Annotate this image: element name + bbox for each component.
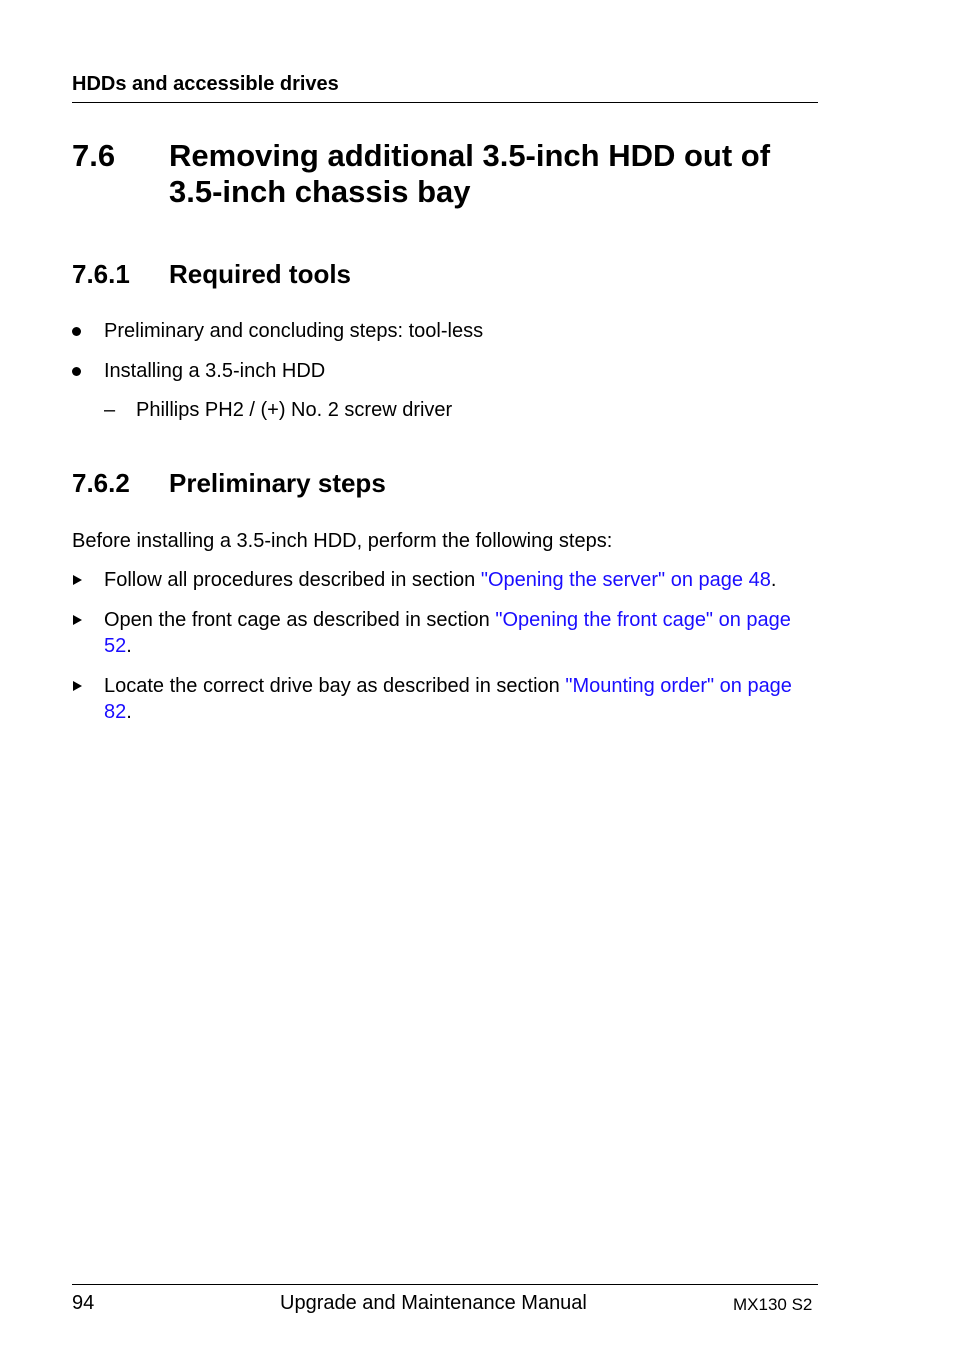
bullet-icon bbox=[72, 367, 81, 376]
list-item: Preliminary and concluding steps: tool-less bbox=[104, 320, 484, 342]
subsection-title: Preliminary steps bbox=[169, 468, 386, 498]
subsection-number: 7.6.2 bbox=[72, 468, 130, 498]
cross-reference-link[interactable]: "Opening the front cage" on page 52 bbox=[104, 609, 791, 657]
dash-icon: – bbox=[104, 399, 116, 421]
step-punctuation: . bbox=[770, 569, 777, 591]
arrow-bullet-icon bbox=[73, 615, 82, 625]
step-item bbox=[104, 673, 794, 725]
section-number: 7.6 bbox=[72, 138, 116, 173]
subsection-title: Required tools bbox=[169, 259, 352, 289]
step-item bbox=[104, 567, 804, 593]
step-punctuation: . bbox=[126, 635, 132, 657]
bullet-icon bbox=[72, 327, 81, 336]
footer-rule bbox=[72, 1284, 818, 1285]
cross-reference-link[interactable]: "Opening the server" on page 48 bbox=[480, 569, 771, 591]
list-item: Installing a 3.5-inch HDD bbox=[104, 360, 326, 382]
arrow-bullet-icon bbox=[73, 575, 82, 585]
step-item bbox=[104, 607, 794, 659]
step-text: Follow all procedures described in section bbox=[104, 569, 481, 591]
page-number: 94 bbox=[72, 1292, 95, 1314]
header-rule bbox=[72, 102, 818, 103]
running-header: HDDs and accessible drives bbox=[72, 73, 339, 95]
step-text: Open the front cage as described in section bbox=[104, 609, 496, 631]
sub-list-item: Phillips PH2 / (+) No. 2 screw driver bbox=[136, 399, 453, 421]
subsection-number: 7.6.1 bbox=[72, 259, 130, 289]
arrow-bullet-icon bbox=[73, 681, 82, 691]
section-title: Removing additional 3.5-inch HDD out of 3.5-inch chassis bay bbox=[169, 138, 771, 209]
model-name: MX130 S2 bbox=[733, 1295, 813, 1314]
step-punctuation: . bbox=[126, 701, 132, 723]
intro-paragraph: Before installing a 3.5-inch HDD, perform the following steps: bbox=[72, 530, 613, 552]
manual-title: Upgrade and Maintenance Manual bbox=[280, 1292, 587, 1314]
step-text: Locate the correct drive bay as described in section bbox=[104, 675, 566, 697]
cross-reference-link[interactable]: "Mounting order" on page 82 bbox=[104, 675, 792, 723]
